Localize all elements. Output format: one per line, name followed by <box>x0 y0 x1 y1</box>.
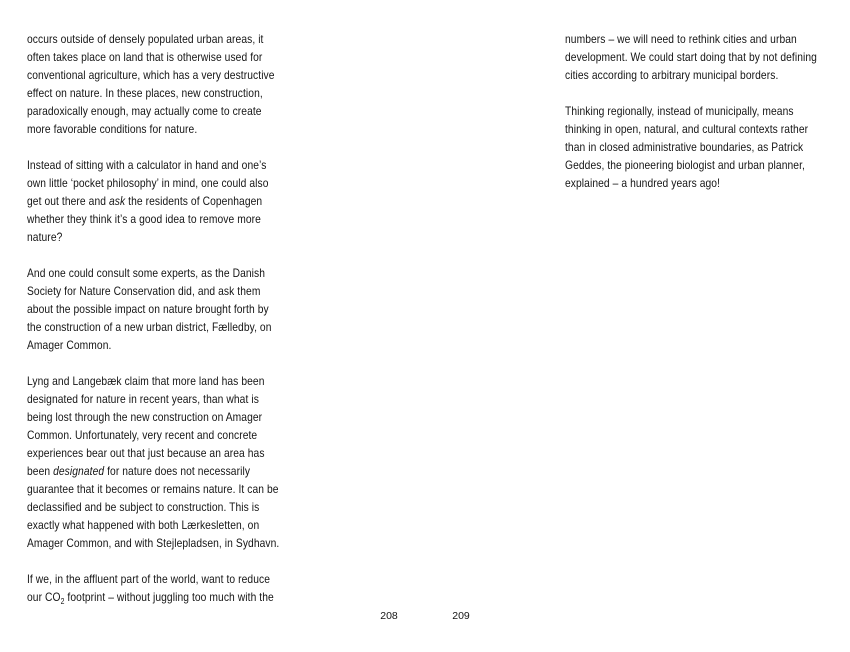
paragraph <box>27 156 285 246</box>
subscript-text-run: 2 <box>60 597 65 606</box>
page-number-right: 209 <box>452 610 470 622</box>
text-run: the residents of Copenhagen whether they think it’s a good idea to remove more nature? <box>27 194 263 244</box>
text-run: If we, in the affluent part of the world, want to reduce our CO <box>27 572 271 604</box>
paragraph <box>27 30 285 138</box>
text-run: footprint – without juggling too much with the <box>64 590 274 604</box>
page-number-left: 208 <box>380 610 398 622</box>
italic-text-run: ask <box>108 194 126 208</box>
paragraph <box>27 570 285 611</box>
paragraph <box>27 372 285 552</box>
text-run: Thinking regionally, instead of municipally, means thinking in open, natural, and cultural contexts rather than in closed administrative boundaries, as Patrick Geddes, the pioneering biologist and urban planner, explained – a hundred years ago! <box>565 104 809 190</box>
paragraph <box>27 264 285 354</box>
text-run: occurs outside of densely populated urban areas, it often takes place on land that is otherwise used for conventional agriculture, which has a very destructive effect on nature. In these places, new construction, paradoxically enough, may actually come to create more favorable conditions for nature. <box>27 32 275 136</box>
paragraph <box>565 102 823 192</box>
text-run: numbers – we will need to rethink cities and urban development. We could start doing that by not defining cities according to arbitrary municipal borders. <box>565 32 817 82</box>
right-page-text-column <box>565 30 823 210</box>
text-run: Instead of sitting with a calculator in hand and one’s own little ‘pocket philosophy’ in mind, one could also get out there and <box>27 158 269 208</box>
text-run: Lyng and Langebæk claim that more land has been designated for nature in recent years, than what is being lost through the new construction on Amager Common. Unfortunately, very recent and concrete experiences bear out that just because an area has been <box>27 374 265 478</box>
paragraph <box>565 30 823 84</box>
text-run: And one could consult some experts, as the Danish Society for Nature Conservation did, and ask them about the possible impact on nature brought forth by the construction of a new urban district, Fælledby, on Amager Common. <box>27 266 272 352</box>
left-page-text-column <box>27 30 285 629</box>
text-run: for nature does not necessarily guarantee that it becomes or remains nature. It can be declassified and be subject to construction. This is exactly what happened with both Lærkesletten, on Amager Common, and with Stejlepladsen, in Sydhavn. <box>27 464 280 550</box>
italic-text-run: designated <box>53 464 105 478</box>
